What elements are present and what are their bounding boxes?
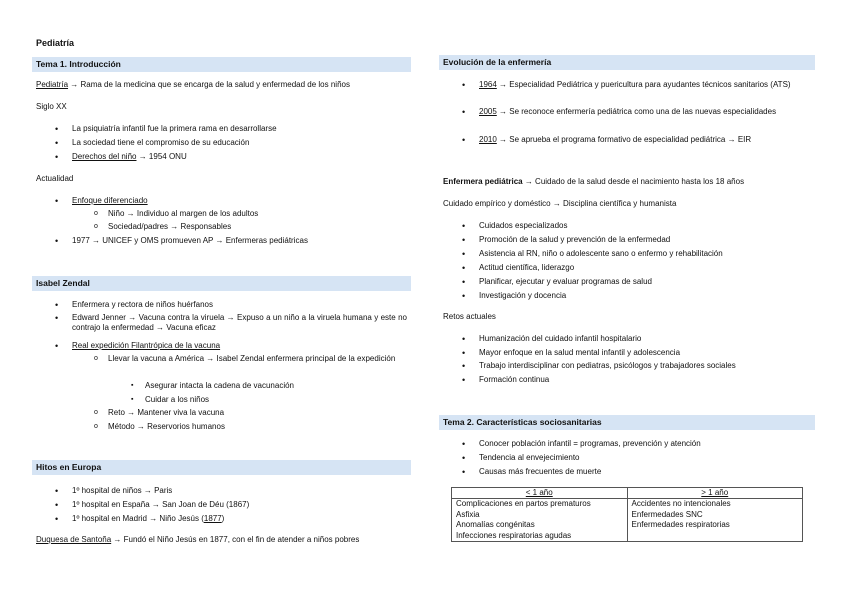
sub-list-item: o Reto → Mantener viva la vacuna: [108, 408, 224, 418]
list-item: • Cuidados especializados: [479, 221, 568, 231]
enfermera-term: Enfermera pediátrica: [443, 177, 523, 186]
evolucion-text: → Se reconoce enfermería pediátrica como una de las nuevas especialidades: [496, 107, 777, 116]
cause-item: Accidentes no intencionales: [631, 499, 731, 509]
retos-label: Retos actuales: [443, 312, 496, 321]
cause-item: Asfixia: [456, 509, 480, 519]
sub-list-item: o Llevar la vacuna a América → Isabel Zendal enfermera principal de la expedición: [108, 354, 408, 364]
sub-list-item: o Método → Reservorios humanos: [108, 422, 225, 432]
cause-item: Enfermedades respiratorias: [631, 520, 730, 530]
evolucion-text: → Se aprueba el programa formativo de especialidad pediátrica → EIR: [496, 135, 752, 144]
causas-muerte-table: [451, 487, 803, 542]
duquesa-text: → Fundó el Niño Jesús en 1877, con el fin de atender a niños pobres: [111, 535, 360, 544]
cause-item: Complicaciones en partos prematuros: [456, 499, 591, 509]
section-header-tema1: Tema 1. Introducción: [32, 57, 411, 72]
list-item: [72, 152, 187, 162]
list-item: [479, 107, 812, 117]
list-item: • 1º hospital de niños → Paris: [72, 486, 172, 496]
list-item: • Trabajo interdisciplinar con pediatras, psicólogos y trabajadores sociales: [479, 361, 736, 371]
cause-item: Anomalías congénitas: [456, 520, 535, 530]
list-item: • Enfermera y rectora de niños huérfanos: [72, 300, 213, 310]
derechos-text: → 1954 ONU: [136, 152, 187, 161]
derechos-term: Derechos del niño: [72, 152, 137, 161]
madrid-close: ): [221, 514, 225, 523]
cuidado-line: Cuidado empírico y doméstico → Disciplina científica y humanista: [443, 199, 677, 208]
list-item: • Planificar, ejecutar y evaluar programas de salud: [479, 277, 652, 287]
list-item: • Promoción de la salud y prevención de la enfermedad: [479, 235, 670, 245]
year-1964: 1964: [479, 80, 497, 89]
section-header-tema2: Tema 2. Características sociosanitarias: [439, 415, 815, 430]
evolucion-text: → Especialidad Pediátrica y puericultura para ayudantes técnicos sanitarios (ATS): [496, 80, 791, 89]
pediatria-term: Pediatría: [36, 80, 69, 89]
siglo-label: Siglo XX: [36, 102, 67, 111]
enfoque-item: • Enfoque diferenciado: [72, 196, 148, 206]
madrid-text: 1º hospital en Madrid → Niño Jesús (: [72, 514, 204, 523]
list-item: • 1º hospital en España → San Joan de Déu (1867): [72, 500, 249, 510]
cause-item: Infecciones respiratorias agudas: [456, 530, 572, 540]
list-item: • La sociedad tiene el compromiso de su educación: [72, 138, 249, 148]
table-cell-over-1: [627, 499, 803, 542]
duquesa-paragraph: [36, 535, 408, 545]
list-item: [479, 135, 751, 145]
list-item: • Mayor enfoque en la salud mental infantil y adolescencia: [479, 348, 680, 358]
list-item: • Actitud científica, liderazgo: [479, 263, 574, 273]
enfermera-pediatrica-definition: [443, 177, 744, 187]
list-item: • Humanización del cuidado infantil hospitalario: [479, 334, 641, 344]
list-item: • 1977 → UNICEF y OMS promueven AP → Enfermeras pediátricas: [72, 236, 308, 246]
list-item: • Causas más frecuentes de muerte: [479, 467, 601, 477]
page-title: Pediatría: [36, 38, 75, 48]
duquesa-term: Duquesa de Santoña: [36, 535, 112, 544]
year-2005: 2005: [479, 107, 497, 116]
actualidad-label: Actualidad: [36, 174, 74, 183]
sub-list-item: o Niño → Individuo al margen de los adultos: [108, 209, 258, 219]
section-header-evolucion: Evolución de la enfermería: [439, 55, 815, 70]
sub-sub-list-item: ▪ Asegurar intacta la cadena de vacunación: [145, 381, 294, 391]
sub-list-item: o Sociedad/padres → Responsables: [108, 222, 231, 232]
list-item: • Asistencia al RN, niño o adolescente sano o enfermo y rehabilitación: [479, 249, 723, 259]
section-header-isabel: Isabel Zendal: [32, 276, 411, 291]
table-cell-under-1: [452, 499, 628, 542]
year-2010: 2010: [479, 135, 497, 144]
list-item: • Edward Jenner → Vacuna contra la viruela → Expuso a un niño a la viruela humana y este no contrajo la enfermedad → Vacuna eficaz: [72, 313, 407, 334]
list-item: • La psiquiatría infantil fue la primera rama en desarrollarse: [72, 124, 277, 134]
cause-item: Enfermedades SNC: [631, 509, 703, 519]
list-item: • Formación continua: [479, 375, 549, 385]
enfermera-text: → Cuidado de la salud desde el nacimiento hasta los 18 años: [522, 177, 745, 186]
section-header-hitos: Hitos en Europa: [32, 460, 411, 475]
real-expedicion-item: • Real expedición Filantrópica de la vacuna: [72, 341, 220, 351]
table-header-over-1: > 1 año: [627, 488, 803, 499]
list-item: [72, 514, 224, 524]
madrid-year: 1877: [203, 514, 222, 523]
list-item: • Conocer población infantil = programas, prevención y atención: [479, 439, 701, 449]
table-header-under-1: < 1 año: [452, 488, 628, 499]
list-item: • Investigación y docencia: [479, 291, 566, 301]
list-item: • Tendencia al envejecimiento: [479, 453, 580, 463]
list-item: [479, 80, 812, 90]
pediatria-def-text: → Rama de la medicina que se encarga de la salud y enfermedad de los niños: [68, 80, 350, 89]
pediatria-definition: [36, 80, 350, 90]
sub-sub-list-item: ▪ Cuidar a los niños: [145, 395, 209, 405]
